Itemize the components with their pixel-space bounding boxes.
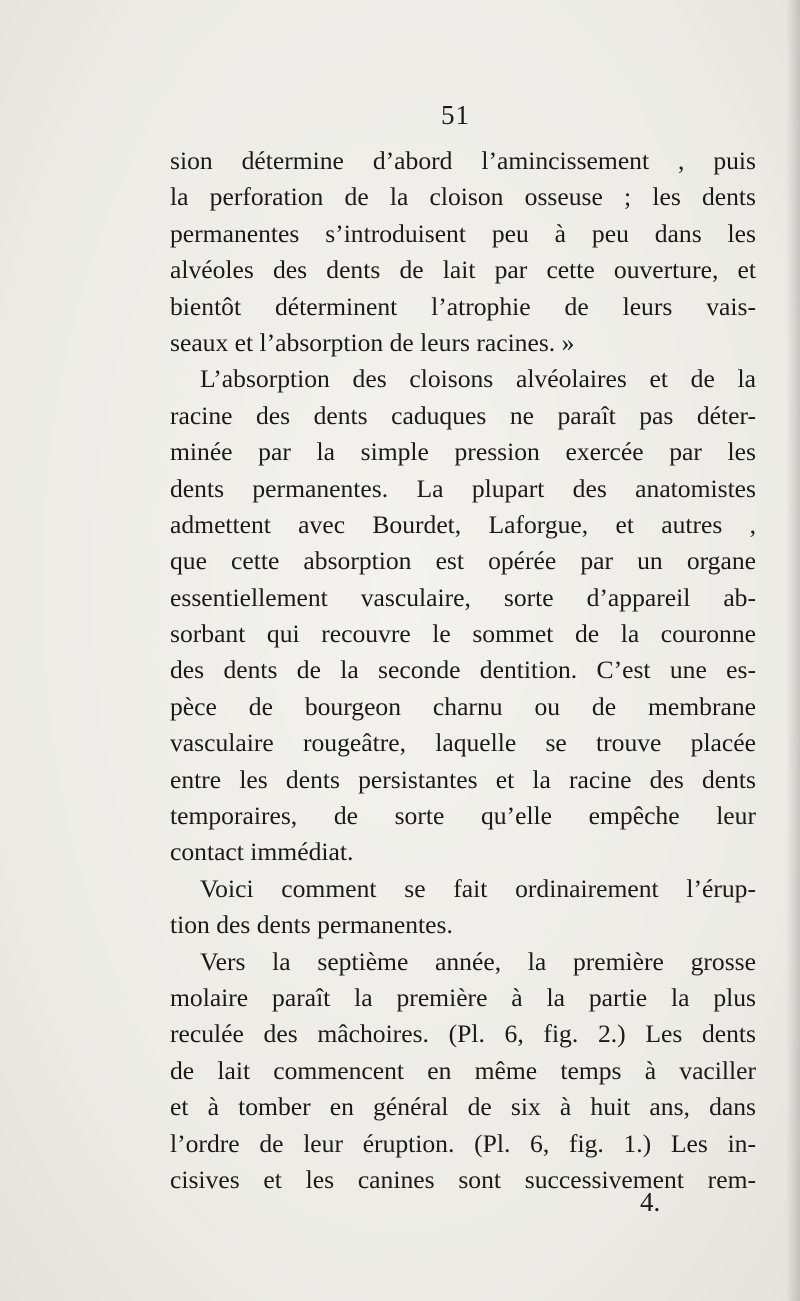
text-line: vasculaire rougeâtre, laquelle se trouve placée — [170, 728, 756, 758]
page-edge-shadow — [786, 0, 800, 1301]
text-line: Voici comment se fait ordinairement l’érup- — [200, 873, 756, 903]
text-line: entre les dents persistantes et la racine des dents — [170, 764, 756, 794]
text-line: racine des dents caduques ne paraît pas déter- — [170, 400, 756, 430]
text-line: dents permanentes. La plupart des anatomistes — [170, 473, 756, 503]
text-line: permanentes s’introduisent peu à peu dans les — [170, 218, 756, 248]
text-line: bientôt déterminent l’atrophie de leurs vais- — [170, 291, 756, 321]
signature-mark: 4. — [640, 1187, 661, 1217]
text-line: la perforation de la cloison osseuse ; les dents — [170, 182, 756, 212]
text-line: admettent avec Bourdet, Laforgue, et autres , — [170, 509, 756, 539]
text-line: molaire paraît la première à la partie la plus — [170, 982, 756, 1012]
text-line: l’ordre de leur éruption. (Pl. 6, fig. 1.) Les in- — [170, 1128, 756, 1158]
text-line: reculée des mâchoires. (Pl. 6, fig. 2.) Les dents — [170, 1019, 756, 1049]
text-line: seaux et l’absorption de leurs racines. » — [170, 327, 575, 357]
text-line: pèce de bourgeon charnu ou de membrane — [170, 691, 756, 721]
text-line: tion des dents permanentes. — [170, 910, 453, 940]
page-number: 51 — [441, 100, 470, 130]
text-line: minée par la simple pression exercée par les — [170, 437, 756, 467]
text-line: temporaires, de sorte qu’elle empêche leur — [170, 801, 756, 831]
text-line: que cette absorption est opérée par un organe — [170, 546, 756, 576]
text-line: sorbant qui recouvre le sommet de la couronne — [170, 619, 756, 649]
text-line: alvéoles des dents de lait par cette ouverture, et — [170, 255, 756, 285]
text-line: de lait commencent en même temps à vaciller — [170, 1055, 756, 1085]
text-line: essentiellement vasculaire, sorte d’appareil ab- — [170, 582, 756, 612]
text-line: Vers la septième année, la première grosse — [200, 946, 756, 976]
text-line: et à tomber en général de six à huit ans, dans — [170, 1092, 756, 1122]
text-line: des dents de la seconde dentition. C’est une es- — [170, 655, 756, 685]
text-line: L’absorption des cloisons alvéolaires et de la — [200, 364, 756, 394]
body-text — [170, 143, 756, 1198]
text-line: contact immédiat. — [170, 837, 354, 867]
text-line: cisives et les canines sont successivement rem- — [170, 1164, 756, 1194]
text-line: sion détermine d’abord l’amincissement , puis — [170, 146, 756, 175]
